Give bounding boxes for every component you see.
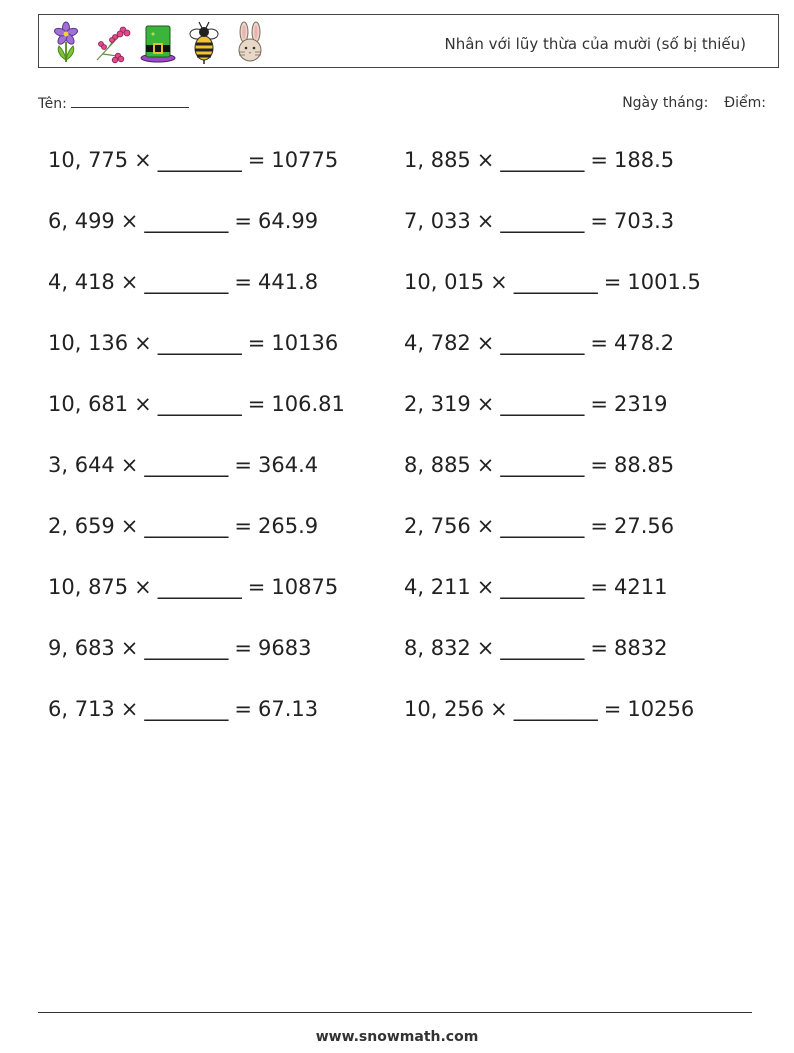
result: 27.56 [614,514,675,538]
bunny-icon [231,20,269,64]
flowers-icon [93,20,131,64]
score-label: Điểm: [724,95,766,111]
bee-icon [185,20,223,64]
problem-left-8 [48,575,338,599]
answer-blank[interactable]: ________ [144,636,229,660]
result: 265.9 [258,514,319,538]
result: 10875 [271,575,339,599]
factor: 1, 885 [404,148,471,172]
times-sign: × [476,575,495,599]
result: 364.4 [258,453,319,477]
footer-url: www.snowmath.com [315,1029,479,1045]
equals-sign: = [590,148,609,172]
result: 8832 [614,636,668,660]
equals-sign: = [590,514,609,538]
problem-left-6 [48,453,318,477]
answer-blank[interactable]: ________ [144,697,229,721]
answer-blank[interactable]: ________ [157,392,242,416]
answer-blank[interactable]: ________ [513,270,598,294]
times-sign: × [120,270,139,294]
equals-sign: = [234,209,253,233]
equals-sign: = [603,270,622,294]
factor: 10, 681 [48,392,129,416]
problem-right-3 [404,270,701,294]
factor: 8, 885 [404,453,471,477]
factor: 3, 644 [48,453,115,477]
times-sign: × [476,209,495,233]
answer-blank[interactable]: ________ [157,331,242,355]
equals-sign: = [234,453,253,477]
result: 1001.5 [627,270,701,294]
result: 9683 [258,636,312,660]
times-sign: × [476,514,495,538]
answer-blank[interactable]: ________ [144,209,229,233]
result: 106.81 [271,392,345,416]
result: 10775 [271,148,339,172]
result: 2319 [614,392,668,416]
factor: 6, 499 [48,209,115,233]
times-sign: × [120,453,139,477]
equals-sign: = [247,392,266,416]
factor: 4, 782 [404,331,471,355]
answer-blank[interactable]: ________ [157,575,242,599]
answer-blank[interactable]: ________ [500,453,585,477]
result: 64.99 [258,209,319,233]
factor: 9, 683 [48,636,115,660]
factor: 6, 713 [48,697,115,721]
times-sign: × [134,331,152,355]
result: 67.13 [258,697,319,721]
equals-sign: = [234,636,253,660]
equals-sign: = [234,697,253,721]
answer-blank[interactable]: ________ [500,148,585,172]
problem-left-5 [48,392,345,416]
problem-right-1 [404,148,674,172]
problem-right-4 [404,331,674,355]
problem-right-2 [404,209,674,233]
factor: 8, 832 [404,636,471,660]
footer-divider [38,1012,752,1013]
answer-blank[interactable]: ________ [500,209,585,233]
answer-blank[interactable]: ________ [144,270,229,294]
answer-blank[interactable]: ________ [500,331,585,355]
equals-sign: = [590,636,609,660]
times-sign: × [476,392,495,416]
factor: 10, 136 [48,331,129,355]
equals-sign: = [590,575,609,599]
worksheet-title: Nhân với lũy thừa của mười (số bị thiếu) [444,35,746,53]
date-label: Ngày tháng: [622,95,709,111]
name-blank[interactable] [71,95,189,108]
factor: 2, 756 [404,514,471,538]
problem-right-7 [404,514,674,538]
leprechaun-hat-icon [139,20,177,64]
equals-sign: = [590,331,609,355]
header-icons [47,19,269,65]
equals-sign: = [590,453,609,477]
times-sign: × [476,453,495,477]
factor: 2, 659 [48,514,115,538]
answer-blank[interactable]: ________ [144,453,229,477]
problem-left-4 [48,331,338,355]
name-field [38,95,189,112]
result: 10136 [271,331,339,355]
problem-left-9 [48,636,311,660]
result: 88.85 [614,453,675,477]
equals-sign: = [590,392,609,416]
times-sign: × [134,392,152,416]
times-sign: × [476,636,495,660]
times-sign: × [120,209,139,233]
answer-blank[interactable]: ________ [513,697,598,721]
factor: 10, 875 [48,575,129,599]
worksheet-header [38,14,779,68]
flower-icon [47,20,85,64]
times-sign: × [134,148,152,172]
equals-sign: = [590,209,609,233]
problem-left-1 [48,148,338,172]
result: 188.5 [614,148,675,172]
factor: 7, 033 [404,209,471,233]
factor: 4, 418 [48,270,115,294]
problem-right-8 [404,575,667,599]
answer-blank[interactable]: ________ [500,575,585,599]
answer-blank[interactable]: ________ [500,514,585,538]
date-score-fields [622,95,770,111]
result: 441.8 [258,270,319,294]
answer-blank[interactable]: ________ [500,392,585,416]
result: 703.3 [614,209,675,233]
name-label: Tên: [38,96,67,112]
times-sign: × [120,697,139,721]
problem-left-3 [48,270,318,294]
equals-sign: = [247,148,266,172]
problem-left-2 [48,209,318,233]
times-sign: × [120,636,139,660]
times-sign: × [134,575,152,599]
equals-sign: = [234,514,253,538]
times-sign: × [490,270,508,294]
times-sign: × [490,697,508,721]
problem-left-10 [48,697,318,721]
factor: 4, 211 [404,575,471,599]
factor: 2, 319 [404,392,471,416]
problem-right-5 [404,392,667,416]
times-sign: × [476,148,495,172]
equals-sign: = [603,697,622,721]
problem-right-9 [404,636,667,660]
problem-right-6 [404,453,674,477]
answer-blank[interactable]: ________ [500,636,585,660]
problem-left-7 [48,514,318,538]
equals-sign: = [247,331,266,355]
answer-blank[interactable]: ________ [157,148,242,172]
result: 10256 [627,697,695,721]
factor: 10, 256 [404,697,485,721]
result: 4211 [614,575,668,599]
equals-sign: = [234,270,253,294]
times-sign: × [476,331,495,355]
factor: 10, 775 [48,148,129,172]
result: 478.2 [614,331,675,355]
times-sign: × [120,514,139,538]
factor: 10, 015 [404,270,485,294]
equals-sign: = [247,575,266,599]
answer-blank[interactable]: ________ [144,514,229,538]
problem-right-10 [404,697,694,721]
